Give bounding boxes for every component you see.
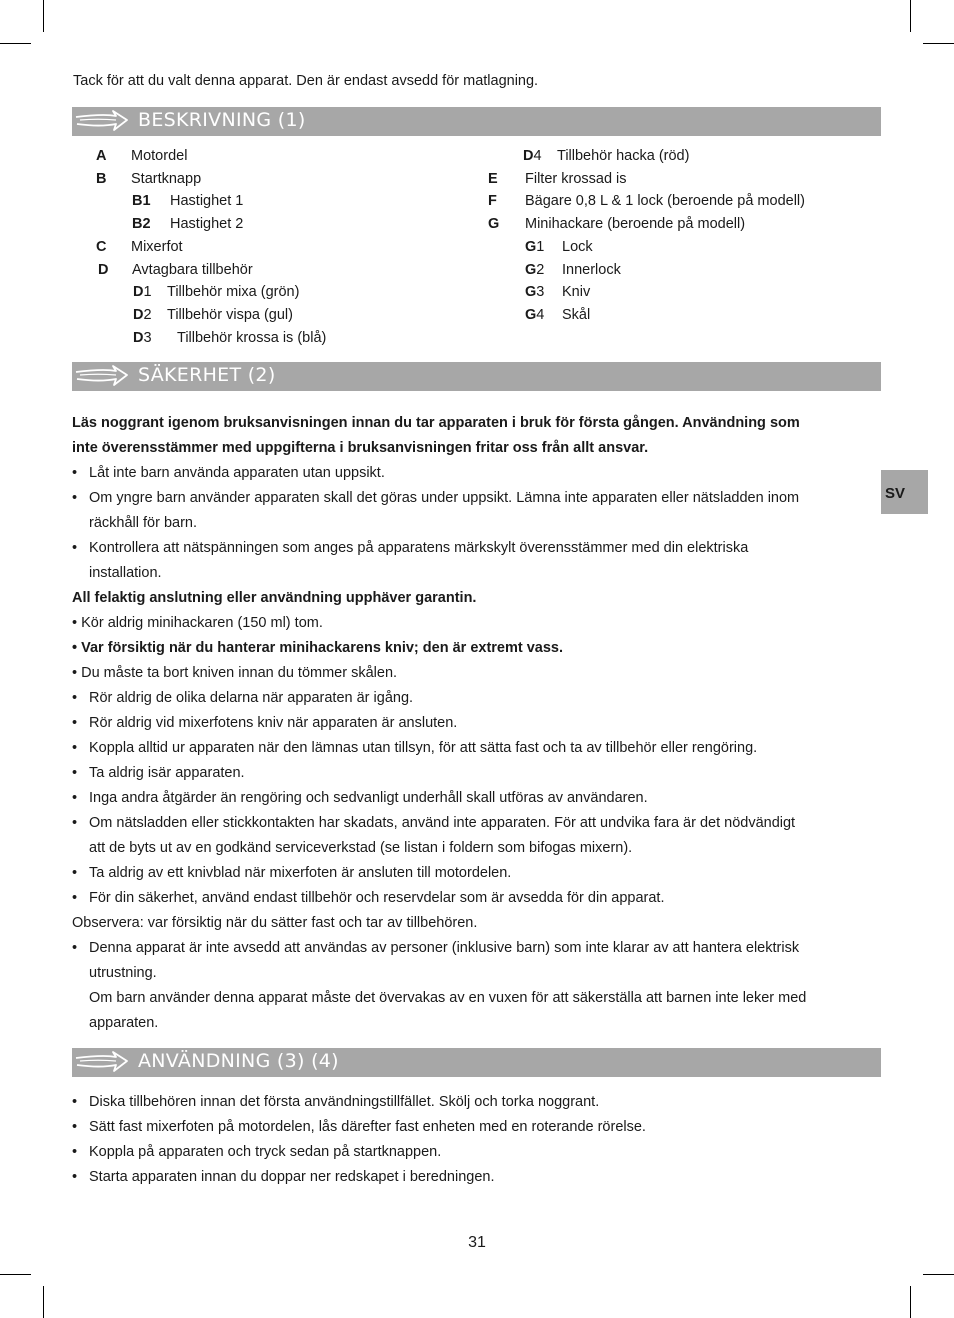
item-code: G4: [525, 307, 545, 323]
item-code: G2: [525, 262, 545, 278]
item-text: Hastighet 1: [170, 193, 244, 209]
item-text: Filter krossad is: [525, 171, 627, 187]
section-header-sakerhet: [72, 362, 881, 391]
item-text: Skål: [562, 307, 591, 323]
crop-mark: [923, 1274, 954, 1275]
item-text: Motordel: [131, 148, 188, 164]
crop-mark: [0, 43, 31, 44]
bullet-continuation: Om barn använder denna apparat måste det övervakas av en vuxen för att säkerställa att barnen inte leker med: [89, 990, 807, 1006]
bullet-item: • Kör aldrig minihackaren (150 ml) tom.: [72, 615, 323, 631]
item-text: Tillbehör krossa is (blå): [177, 330, 327, 346]
list-item: [525, 238, 593, 256]
item-code: C: [96, 239, 107, 255]
observe-note: Observera: var försiktig när du sätter fast och tar av tillbehören.: [72, 915, 478, 931]
intro-text: Tack för att du valt denna apparat. Den är endast avsedd för matlagning.: [73, 73, 539, 89]
bullet-item: • Om yngre barn använder apparaten skall det göras under uppsikt. Lämna inte apparaten eller nätsladden inom: [72, 490, 800, 506]
bullet-item: • Om nätsladden eller stickkontakten har skadats, använd inte apparaten. För att undvika fara är det nödvändigt: [72, 815, 796, 831]
item-code: A: [96, 148, 107, 164]
safety-text: [72, 411, 882, 1036]
hand-drawn-arrow-icon: [72, 362, 132, 391]
item-code: F: [488, 193, 497, 209]
crop-mark: [43, 1286, 44, 1318]
item-text: Startknapp: [131, 171, 202, 187]
item-text: Bägare 0,8 L & 1 lock (beroende på modell): [525, 193, 805, 209]
item-text: Tillbehör vispa (gul): [167, 307, 293, 323]
bullet-item: • Låt inte barn använda apparaten utan uppsikt.: [72, 465, 385, 481]
section-title: SÄKERHET (2): [138, 364, 276, 386]
bullet-continuation: räckhåll för barn.: [89, 515, 197, 531]
item-text: Mixerfot: [131, 239, 183, 255]
bullet-item: • Starta apparaten innan du doppar ner redskapet i beredningen.: [72, 1169, 495, 1185]
bullet-item: • Du måste ta bort kniven innan du tömmer skålen.: [72, 665, 398, 681]
crop-mark: [910, 0, 911, 32]
item-text: Kniv: [562, 284, 591, 300]
item-code: B: [96, 171, 107, 187]
item-text: Lock: [562, 239, 593, 255]
safety-intro: Läs noggrant igenom bruksanvisningen innan du tar apparaten i bruk för första gången. Användning som: [72, 415, 800, 431]
item-code: D3: [133, 330, 152, 346]
list-item: [525, 283, 591, 301]
bullet-item: • Rör aldrig de olika delarna när apparaten är igång.: [72, 690, 414, 706]
list-item: [133, 329, 327, 347]
item-text: Minihackare (beroende på modell): [525, 216, 746, 232]
item-code: G1: [525, 239, 545, 255]
language-tab: SV: [881, 470, 928, 514]
bullet-item: • Diska tillbehören innan det första användningstillfället. Skölj och torka noggrant.: [72, 1094, 600, 1110]
list-item: [525, 306, 591, 324]
list-item: [525, 261, 621, 279]
crop-mark: [923, 43, 954, 44]
item-code: D: [98, 262, 109, 278]
bullet-item: • Var försiktig när du hanterar minihackarens kniv; den är extremt vass.: [72, 640, 564, 656]
usage-text: [72, 1090, 882, 1190]
item-text: Tillbehör hacka (röd): [557, 148, 690, 164]
bullet-item: • Sätt fast mixerfoten på motordelen, lås därefter fast enheten med en roterande rörelse.: [72, 1119, 646, 1135]
item-code: B2: [132, 216, 151, 232]
bullet-item: • Inga andra åtgärder än rengöring och sedvanligt underhåll skall utföras av användaren.: [72, 790, 648, 806]
item-code: D2: [133, 307, 152, 323]
bullet-continuation: apparaten.: [89, 1015, 159, 1031]
item-code: G3: [525, 284, 545, 300]
item-code: B1: [132, 193, 151, 209]
item-code: D1: [133, 284, 152, 300]
bullet-continuation: att de byts ut av en godkänd serviceverkstad (se listan i foldern som bifogas mixern).: [89, 840, 633, 856]
bullet-item: • Rör aldrig vid mixerfotens kniv när apparaten är ansluten.: [72, 715, 458, 731]
hand-drawn-arrow-icon: [72, 1048, 132, 1077]
section-header-anvandning: [72, 1048, 881, 1077]
bullet-item: • Koppla på apparaten och tryck sedan på startknappen.: [72, 1144, 442, 1160]
section-header-beskrivning: [72, 107, 881, 136]
bullet-continuation: utrustning.: [89, 965, 157, 981]
bullet-continuation: installation.: [89, 565, 162, 581]
crop-mark: [0, 1274, 31, 1275]
bullet-item: • Ta aldrig isär apparaten.: [72, 765, 245, 781]
crop-mark: [43, 0, 44, 32]
hand-drawn-arrow-icon: [72, 107, 132, 136]
section-title: ANVÄNDNING (3) (4): [138, 1050, 339, 1072]
bullet-item: • För din säkerhet, använd endast tillbehör och reservdelar som är avsedda för din apparat.: [72, 890, 665, 906]
item-text: Innerlock: [562, 262, 621, 278]
item-text: Hastighet 2: [170, 216, 244, 232]
bullet-item: • Kontrollera att nätspänningen som anges på apparatens märkskylt överensstämmer med din elektriska: [72, 540, 749, 556]
warranty-warning: All felaktig anslutning eller användning upphäver garantin.: [72, 590, 477, 606]
bullet-item: • Koppla alltid ur apparaten när den lämnas utan tillsyn, för att sätta fast och ta av tillbehör eller rengöring.: [72, 740, 758, 756]
list-item: [133, 306, 293, 324]
item-code: E: [488, 171, 498, 187]
list-item: [523, 147, 690, 165]
section-title: BESKRIVNING (1): [138, 109, 306, 131]
item-code: G: [488, 216, 500, 232]
bullet-item: • Ta aldrig av ett knivblad när mixerfoten är ansluten till motordelen.: [72, 865, 512, 881]
safety-intro: inte överensstämmer med uppgifterna i bruksanvisningen fritar oss från allt ansvar.: [72, 440, 649, 456]
page-number: 31: [468, 1234, 486, 1251]
list-item: [133, 283, 300, 301]
item-text: Avtagbara tillbehör: [132, 262, 253, 278]
item-code: D4: [523, 148, 542, 164]
item-text: Tillbehör mixa (grön): [167, 284, 300, 300]
crop-mark: [910, 1286, 911, 1318]
bullet-item: • Denna apparat är inte avsedd att användas av personer (inklusive barn) som inte klarar av att hantera elektrisk: [72, 940, 800, 956]
